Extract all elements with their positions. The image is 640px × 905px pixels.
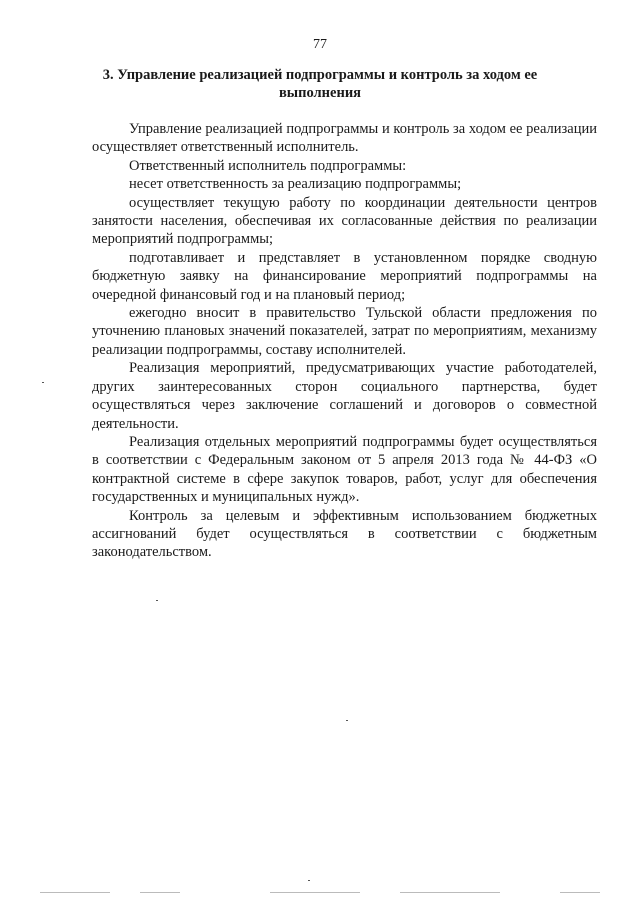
scan-edge-noise: [40, 892, 110, 893]
scan-speck: [156, 600, 158, 601]
paragraph-control: Контроль за целевым и эффективным использованием бюджетных ассигнований будет осуществляться в соответствии с бюджетным законодательством.: [92, 507, 597, 561]
paragraph-federal-law: Реализация отдельных мероприятий подпрограммы будет осуществляться в соответствии с Федеральным законом от 5 апреля 2013 года № 44-ФЗ «О контрактной системе в сфере закупок товаров, работ, услуг для обеспечения государственных и муниципальных нужд».: [92, 433, 597, 506]
paragraph-responsibility: несет ответственность за реализацию подпрограммы;: [129, 176, 462, 193]
scan-edge-noise: [400, 892, 500, 893]
scan-edge-noise: [560, 892, 600, 893]
section-title: 3. Управление реализацией подпрограммы и контроль за ходом ее выполнения: [102, 67, 538, 101]
scan-speck: [42, 382, 44, 383]
paragraph-management: Управление реализацией подпрограммы и контроль за ходом ее реализации осуществляет ответственный исполнитель.: [92, 121, 597, 156]
scan-edge-noise: [140, 892, 180, 893]
scan-speck: [308, 880, 310, 881]
scan-edge-noise: [270, 892, 360, 893]
paragraph-employers: Реализация мероприятий, предусматривающих участие работодателей, других заинтересованных сторон социального партнерства, будет осуществляться через заключение соглашений и договоров о совместной деятельности.: [92, 360, 597, 432]
document-body: [92, 120, 597, 562]
scan-speck: [346, 720, 348, 721]
paragraph-responsible-executor: Ответственный исполнитель подпрограммы:: [129, 157, 407, 174]
paragraph-budget-request: подготавливает и представляет в установленном порядке сводную бюджетную заявку на финансирование мероприятий подпрограммы на очередной финансовый год и на плановый период;: [92, 249, 597, 303]
page-number: 77: [313, 37, 327, 52]
paragraph-coordination: осуществляет текущую работу по координации деятельности центров занятости населения, обеспечивая их согласованные действия по реализации мероприятий подпрограммы;: [92, 194, 597, 248]
paragraph-annual-proposals: ежегодно вносит в правительство Тульской области предложения по уточнению плановых значений показателей, затрат по мероприятиям, механизму реализации подпрограммы, составу исполнителей.: [92, 305, 597, 358]
